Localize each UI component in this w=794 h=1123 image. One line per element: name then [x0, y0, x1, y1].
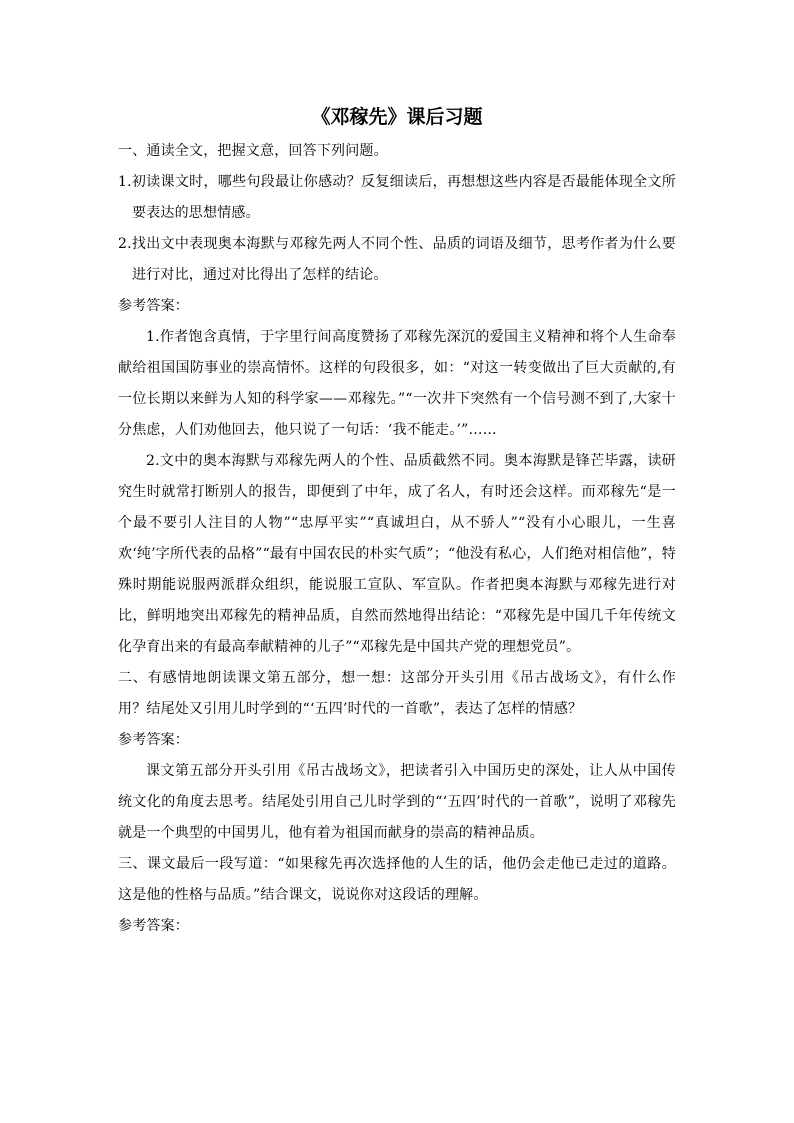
answer-section-2: 课文第五部分开头引用《吊古战场文》，把读者引入中国历史的深处，让人从中国传统文化的角度去思考。结尾处引用自己儿时学到的“‘五四’时代的一首歌”，说明了邓稼先就是一个典型的中国男儿，他有着为祖国而献身的崇高的精神品质。 [118, 763, 676, 841]
answer-label-3: 参考答案： [118, 918, 189, 934]
document-body [118, 104, 676, 942]
section-1-heading: 一、通读全文，把握文意，回答下列问题。 [118, 143, 388, 159]
answer-2: 2.文中的奥本海默与邓稼先两人的个性、品质截然不同。奥本海默是锋芒毕露，读研究生时就常打断别人的报告，即便到了中年，成了名人，有时还会这样。而邓稼先“是一个最不要引人注目的人物”“忠厚平实”“真诚坦白，从不骄人”“没有小心眼儿，一生喜欢‘纯’字所代表的品格”“最有中国农民的朴实气质”；“他没有私心，人们绝对相信他”，特殊时期能说服两派群众组织，能说服工宣队、军宣队。作者把奥本海默与邓稼先进行对比，鲜明地突出邓稼先的精神品质，自然而然地得出结论：“邓稼先是中国几千年传统文化孕育出来的有最高奉献精神的儿子”“邓稼先是中国共产党的理想党员”。 [118, 453, 676, 655]
question-1: 1.初读课文时，哪些句段最让你感动？反复细读后，再想想这些内容是否最能体现全文所要表达的思想情感。 [118, 174, 676, 221]
answer-label-2: 参考答案： [118, 732, 189, 748]
section-3-heading: 三、课文最后一段写道：“如果稼先再次选择他的人生的话，他仍会走他已走过的道路。这是他的性格与品质。”结合课文，说说你对这段话的理解。 [118, 856, 676, 903]
question-2: 2.找出文中表现奥本海默与邓稼先两人不同个性、品质的词语及细节，思考作者为什么要进行对比，通过对比得出了怎样的结论。 [118, 236, 676, 283]
document-title: 《邓稼先》课后习题 [311, 106, 483, 128]
answer-label-1: 参考答案： [118, 298, 189, 314]
answer-1: 1.作者饱含真情，于字里行间高度赞扬了邓稼先深沉的爱国主义精神和将个人生命奉献给祖国国防事业的崇高情怀。这样的句段很多，如：“对这一转变做出了巨大贡献的,有一位长期以来鲜为人知的科学家——邓稼先。”“一次井下突然有一个信号测不到了,大家十分焦虑，人们劝他回去，他只说了一句话：‘我不能走。’”…… [118, 329, 676, 438]
section-2-heading: 二、有感情地朗读课文第五部分，想一想：这部分开头引用《吊古战场文》，有什么作用？结尾处又引用儿时学到的“‘五四’时代的一首歌”，表达了怎样的情感？ [118, 670, 676, 717]
